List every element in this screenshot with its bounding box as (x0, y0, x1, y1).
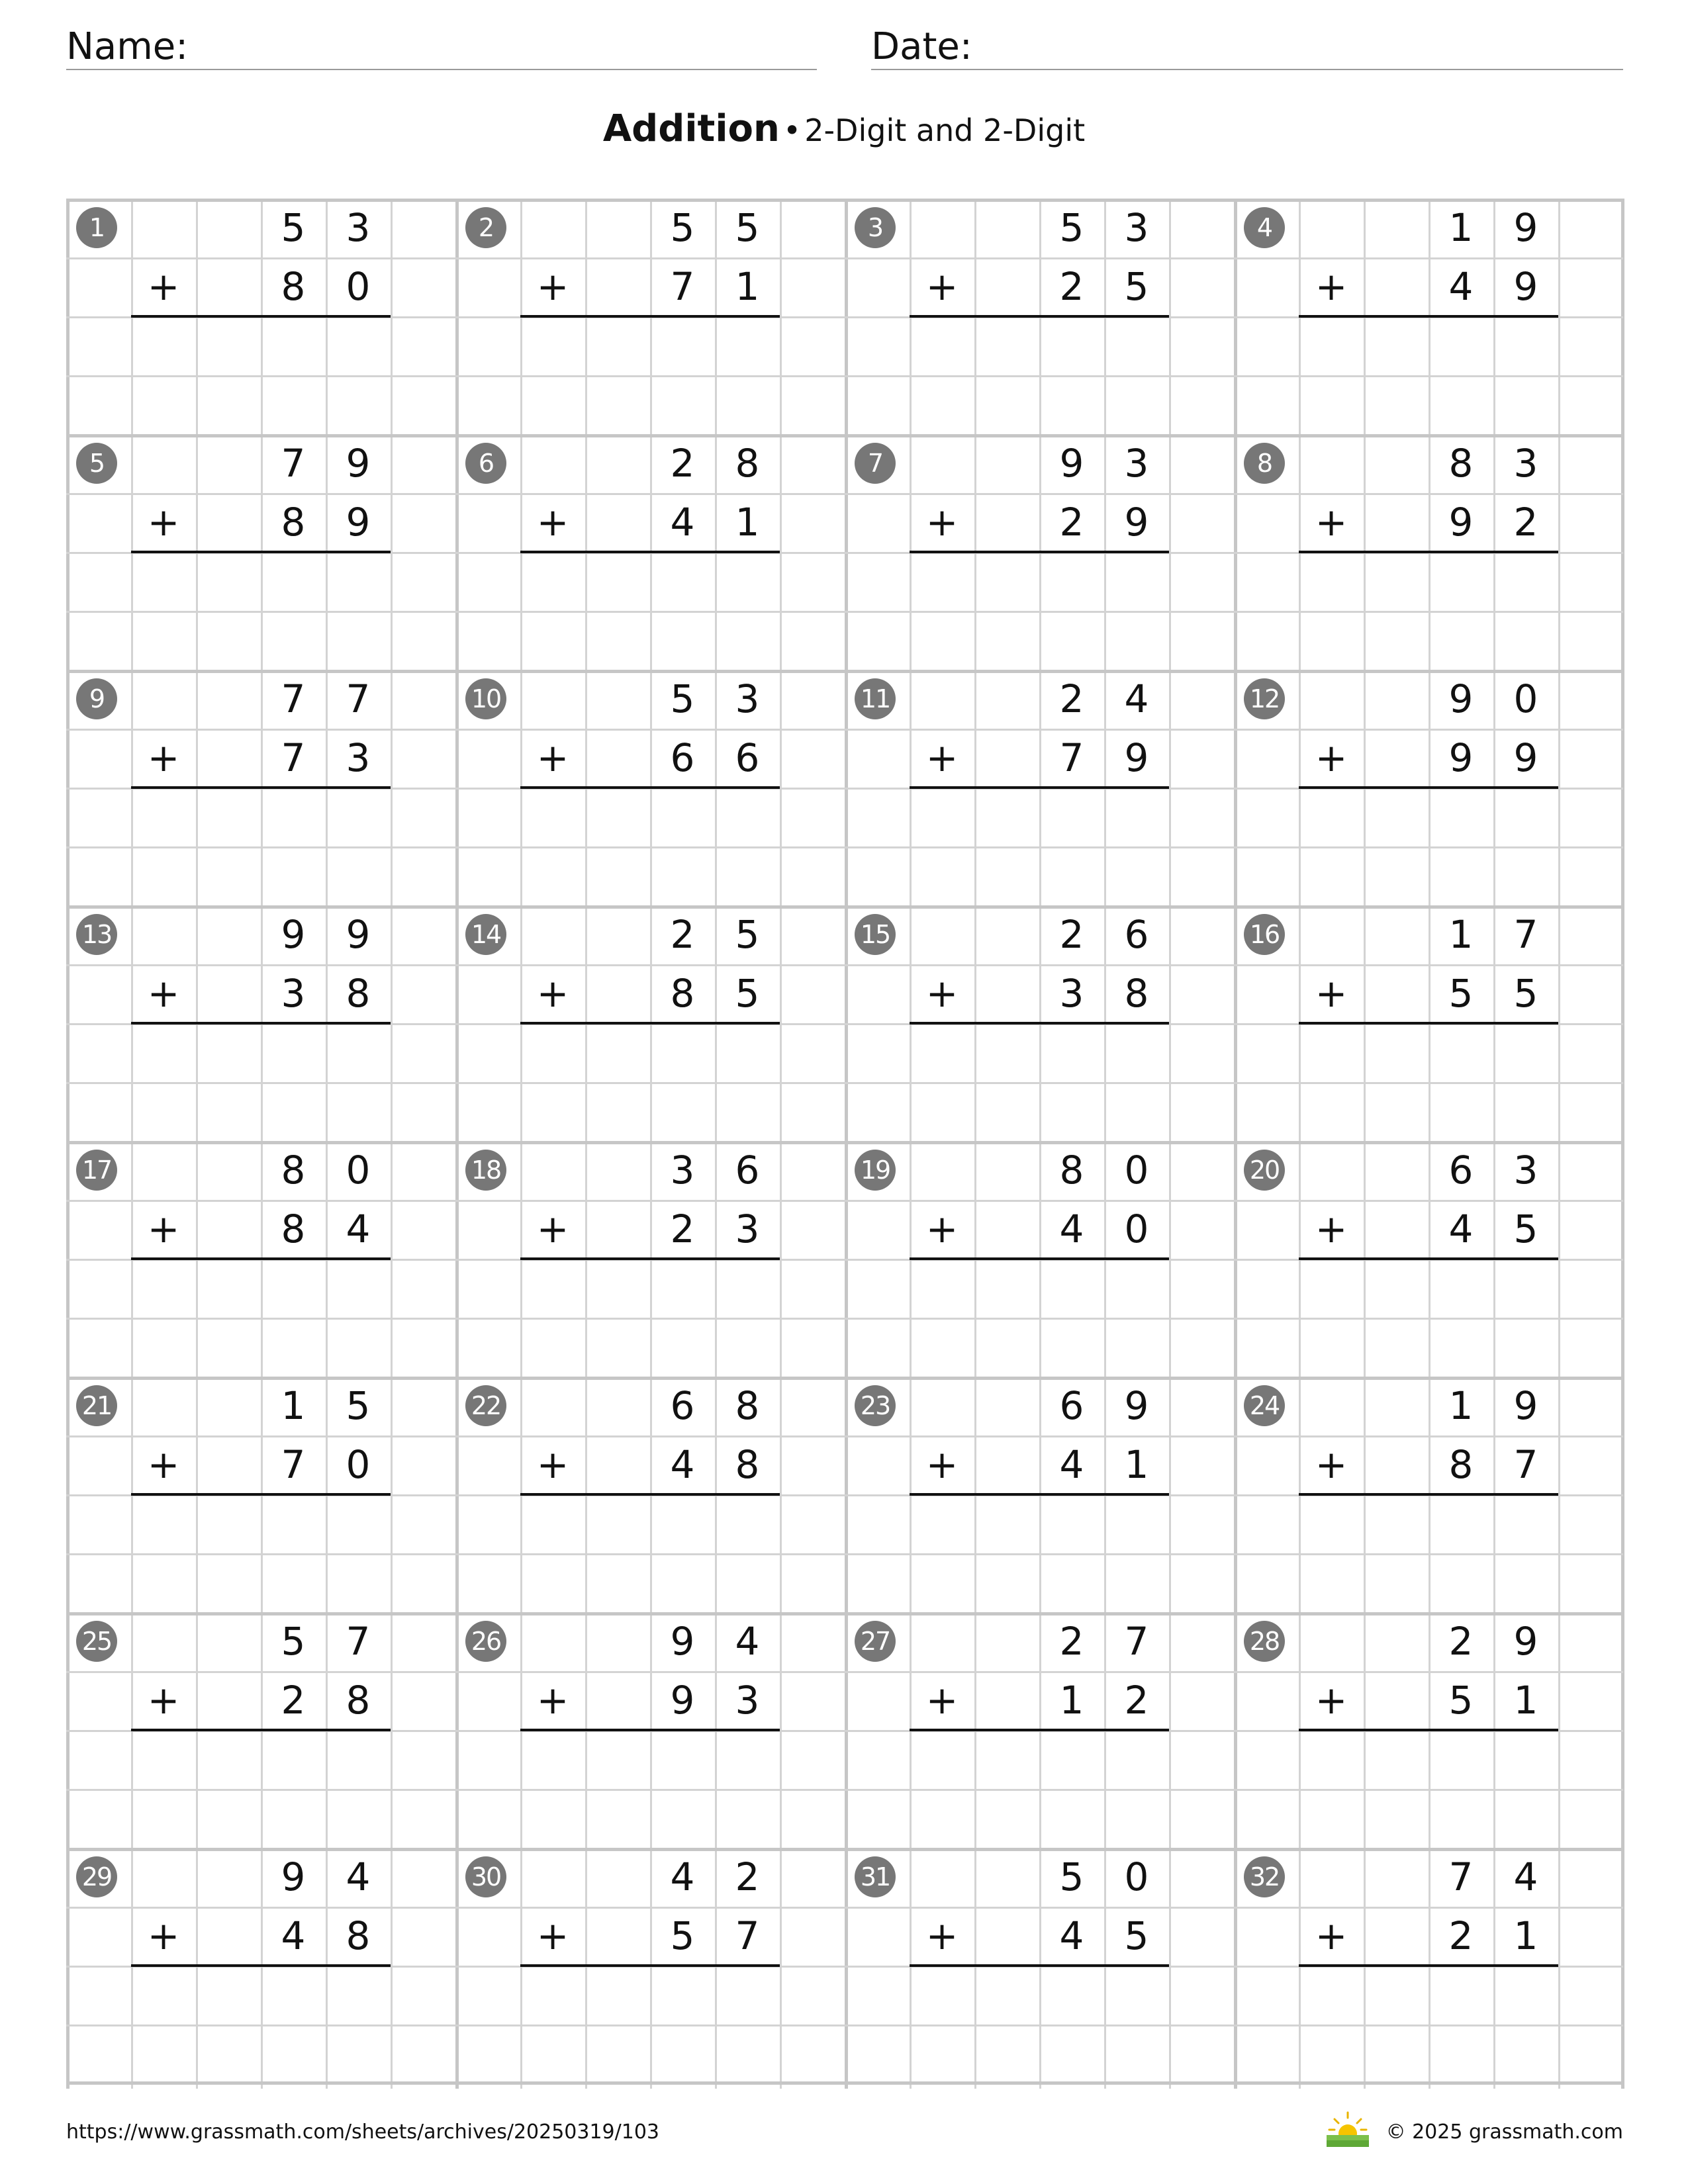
bottom-addend-ones-digit: 0 (346, 264, 371, 309)
answer-area[interactable] (910, 1026, 1169, 1138)
bottom-addend-tens-digit: 4 (1059, 1206, 1084, 1251)
top-addend-tens-digit: 6 (1059, 1383, 1084, 1428)
sum-line (131, 1022, 391, 1024)
sum-line (910, 1493, 1169, 1496)
bottom-addend-tens-digit: 8 (281, 1206, 306, 1251)
sum-line (1299, 315, 1558, 318)
top-addend-ones-digit: 8 (735, 1383, 760, 1428)
name-field[interactable] (66, 25, 817, 70)
problem-number-badge: 18 (465, 1150, 506, 1191)
bottom-addend-ones-digit: 5 (1513, 1206, 1538, 1251)
top-addend-ones-digit: 7 (346, 1619, 371, 1664)
top-addend-ones-digit: 2 (735, 1854, 760, 1899)
sum-line (910, 551, 1169, 553)
date-label: Date: (871, 25, 972, 68)
top-addend-ones-digit: 0 (1513, 676, 1538, 721)
sum-line (910, 1257, 1169, 1260)
top-addend-tens-digit: 6 (670, 1383, 695, 1428)
plus-sign: + (536, 971, 569, 1016)
sum-line (131, 1257, 391, 1260)
answer-area[interactable] (910, 1261, 1169, 1374)
top-addend-ones-digit: 0 (1124, 1148, 1149, 1193)
problem-number-badge: 11 (855, 678, 896, 719)
bottom-addend-tens-digit: 9 (1448, 500, 1474, 545)
title-subtitle: 2-Digit and 2-Digit (804, 113, 1086, 148)
answer-area[interactable] (910, 555, 1169, 667)
problem-number-badge: 30 (465, 1856, 506, 1897)
plus-sign: + (1315, 1913, 1348, 1958)
sum-line (910, 1729, 1169, 1731)
sum-line (1299, 1964, 1558, 1967)
plus-sign: + (925, 735, 959, 780)
plus-sign: + (1315, 1206, 1348, 1251)
bottom-addend-ones-digit: 1 (735, 264, 760, 309)
top-addend-tens-digit: 6 (1448, 1148, 1474, 1193)
answer-area[interactable] (910, 1497, 1169, 1610)
bottom-addend-tens-digit: 4 (1448, 264, 1474, 309)
bottom-addend-tens-digit: 9 (1448, 735, 1474, 780)
problem-number-badge: 23 (855, 1385, 896, 1426)
top-addend-tens-digit: 9 (1059, 441, 1084, 486)
bottom-addend-tens-digit: 2 (1059, 264, 1084, 309)
name-label: Name: (66, 25, 189, 68)
problem-number-badge: 8 (1244, 443, 1285, 484)
top-addend-tens-digit: 1 (1448, 1383, 1474, 1428)
answer-area[interactable] (1299, 1733, 1558, 1845)
problem-number-badge: 9 (76, 678, 117, 719)
answer-area[interactable] (910, 1733, 1169, 1845)
top-addend-tens-digit: 1 (1448, 205, 1474, 250)
answer-area[interactable] (131, 1261, 391, 1374)
top-addend-ones-digit: 3 (1124, 205, 1149, 250)
top-addend-tens-digit: 8 (1059, 1148, 1084, 1193)
bottom-addend-tens-digit: 5 (1448, 1678, 1474, 1723)
top-addend-tens-digit: 3 (670, 1148, 695, 1193)
plus-sign: + (147, 264, 180, 309)
problem-number-badge: 6 (465, 443, 506, 484)
top-addend-tens-digit: 4 (670, 1854, 695, 1899)
answer-area[interactable] (520, 555, 780, 667)
answer-area[interactable] (520, 1733, 780, 1845)
answer-area[interactable] (520, 1261, 780, 1374)
top-addend-tens-digit: 5 (1059, 205, 1084, 250)
bottom-addend-ones-digit: 4 (346, 1206, 371, 1251)
bottom-addend-tens-digit: 2 (1448, 1913, 1474, 1958)
problem-number-badge: 10 (465, 678, 506, 719)
answer-area[interactable] (910, 1968, 1169, 2081)
top-addend-ones-digit: 0 (1124, 1854, 1149, 1899)
bottom-addend-tens-digit: 1 (1059, 1678, 1084, 1723)
plus-sign: + (147, 500, 180, 545)
problem-number-badge: 19 (855, 1150, 896, 1191)
sum-line (131, 1964, 391, 1967)
top-addend-ones-digit: 9 (1513, 1619, 1538, 1664)
top-addend-ones-digit: 3 (1513, 1148, 1538, 1193)
problem-number-badge: 12 (1244, 678, 1285, 719)
bottom-addend-tens-digit: 7 (281, 735, 306, 780)
top-addend-tens-digit: 9 (281, 1854, 306, 1899)
bottom-addend-tens-digit: 8 (1448, 1442, 1474, 1487)
problem-number-badge: 3 (855, 207, 896, 248)
plus-sign: + (925, 264, 959, 309)
sum-line (520, 1964, 780, 1967)
bottom-addend-tens-digit: 4 (670, 500, 695, 545)
plus-sign: + (147, 735, 180, 780)
sum-line (910, 315, 1169, 318)
top-addend-ones-digit: 5 (735, 205, 760, 250)
top-addend-tens-digit: 5 (670, 676, 695, 721)
bottom-addend-ones-digit: 0 (346, 1442, 371, 1487)
bottom-addend-ones-digit: 1 (1124, 1442, 1149, 1487)
top-addend-tens-digit: 2 (1448, 1619, 1474, 1664)
bottom-addend-ones-digit: 3 (735, 1206, 760, 1251)
problem-number-badge: 21 (76, 1385, 117, 1426)
top-addend-tens-digit: 7 (1448, 1854, 1474, 1899)
bottom-addend-ones-digit: 3 (735, 1678, 760, 1723)
answer-area[interactable] (520, 319, 780, 432)
sum-line (520, 786, 780, 789)
title-separator: • (782, 113, 802, 148)
top-addend-ones-digit: 4 (735, 1619, 760, 1664)
bottom-addend-tens-digit: 2 (670, 1206, 695, 1251)
problem-number-badge: 31 (855, 1856, 896, 1897)
answer-area[interactable] (520, 1497, 780, 1610)
top-addend-tens-digit: 5 (1059, 1854, 1084, 1899)
top-addend-ones-digit: 5 (346, 1383, 371, 1428)
answer-area[interactable] (131, 555, 391, 667)
answer-area[interactable] (1299, 1261, 1558, 1374)
problem-number-badge: 17 (76, 1150, 117, 1191)
bottom-addend-tens-digit: 7 (670, 264, 695, 309)
bottom-addend-tens-digit: 4 (1448, 1206, 1474, 1251)
bottom-addend-ones-digit: 1 (735, 500, 760, 545)
plus-sign: + (536, 1442, 569, 1487)
bottom-addend-ones-digit: 2 (1124, 1678, 1149, 1723)
problem-number-badge: 29 (76, 1856, 117, 1897)
top-addend-ones-digit: 9 (346, 441, 371, 486)
answer-area[interactable] (910, 790, 1169, 903)
bottom-addend-tens-digit: 7 (1059, 735, 1084, 780)
top-addend-ones-digit: 9 (1513, 1383, 1538, 1428)
plus-sign: + (147, 1913, 180, 1958)
problem-number-badge: 5 (76, 443, 117, 484)
grass-sun-logo-icon (1324, 2111, 1372, 2148)
problem-number-badge: 2 (465, 207, 506, 248)
plus-sign: + (147, 971, 180, 1016)
problem-number-badge: 24 (1244, 1385, 1285, 1426)
footer-url: https://www.grassmath.com/sheets/archives/20250319/103 (66, 2120, 660, 2144)
top-addend-ones-digit: 7 (1124, 1619, 1149, 1664)
top-addend-ones-digit: 7 (1513, 912, 1538, 957)
bottom-addend-tens-digit: 4 (1059, 1913, 1084, 1958)
bottom-addend-tens-digit: 2 (281, 1678, 306, 1723)
top-addend-ones-digit: 6 (1124, 912, 1149, 957)
answer-area[interactable] (1299, 555, 1558, 667)
sum-line (520, 1729, 780, 1731)
answer-area[interactable] (1299, 319, 1558, 432)
answer-area[interactable] (1299, 790, 1558, 903)
problem-number-badge: 32 (1244, 1856, 1285, 1897)
bottom-addend-tens-digit: 5 (670, 1913, 695, 1958)
title-main: Addition (602, 107, 780, 150)
bottom-addend-tens-digit: 8 (281, 500, 306, 545)
bottom-addend-tens-digit: 3 (1059, 971, 1084, 1016)
top-addend-tens-digit: 8 (1448, 441, 1474, 486)
sum-line (910, 1022, 1169, 1024)
top-addend-tens-digit: 2 (670, 912, 695, 957)
top-addend-ones-digit: 3 (735, 676, 760, 721)
bottom-addend-tens-digit: 8 (670, 971, 695, 1016)
problem-number-badge: 16 (1244, 914, 1285, 955)
answer-area[interactable] (131, 319, 391, 432)
plus-sign: + (1315, 1442, 1348, 1487)
answer-area[interactable] (910, 319, 1169, 432)
bottom-addend-tens-digit: 3 (281, 971, 306, 1016)
bottom-addend-ones-digit: 8 (346, 971, 371, 1016)
answer-area[interactable] (1299, 1968, 1558, 2081)
top-addend-ones-digit: 5 (735, 912, 760, 957)
bottom-addend-ones-digit: 1 (1513, 1678, 1538, 1723)
sum-line (520, 1257, 780, 1260)
plus-sign: + (925, 1913, 959, 1958)
plus-sign: + (147, 1678, 180, 1723)
top-addend-ones-digit: 4 (1124, 676, 1149, 721)
answer-area[interactable] (131, 1733, 391, 1845)
plus-sign: + (1315, 971, 1348, 1016)
plus-sign: + (147, 1442, 180, 1487)
bottom-addend-ones-digit: 0 (1124, 1206, 1149, 1251)
sum-line (910, 1964, 1169, 1967)
answer-area[interactable] (520, 790, 780, 903)
top-addend-tens-digit: 1 (1448, 912, 1474, 957)
bottom-addend-tens-digit: 6 (670, 735, 695, 780)
top-addend-ones-digit: 8 (735, 441, 760, 486)
bottom-addend-tens-digit: 5 (1448, 971, 1474, 1016)
answer-area[interactable] (131, 790, 391, 903)
plus-sign: + (536, 1206, 569, 1251)
date-field[interactable] (871, 25, 1623, 70)
sum-line (1299, 786, 1558, 789)
top-addend-ones-digit: 0 (346, 1148, 371, 1193)
answer-area[interactable] (131, 1968, 391, 2081)
plus-sign: + (1315, 500, 1348, 545)
worksheet-title (0, 107, 1688, 150)
sum-line (131, 786, 391, 789)
plus-sign: + (536, 500, 569, 545)
sum-line (1299, 1493, 1558, 1496)
bottom-addend-ones-digit: 8 (1124, 971, 1149, 1016)
problem-number-badge: 1 (76, 207, 117, 248)
bottom-addend-tens-digit: 4 (670, 1442, 695, 1487)
sum-line (1299, 1729, 1558, 1731)
answer-area[interactable] (520, 1968, 780, 2081)
top-addend-ones-digit: 3 (1513, 441, 1538, 486)
top-addend-tens-digit: 2 (1059, 1619, 1084, 1664)
top-addend-ones-digit: 7 (346, 676, 371, 721)
plus-sign: + (925, 971, 959, 1016)
top-addend-tens-digit: 5 (670, 205, 695, 250)
grid-line-horizontal (66, 2081, 1623, 2085)
bottom-addend-tens-digit: 4 (281, 1913, 306, 1958)
top-addend-ones-digit: 3 (346, 205, 371, 250)
plus-sign: + (925, 1678, 959, 1723)
bottom-addend-ones-digit: 6 (735, 735, 760, 780)
bottom-addend-tens-digit: 9 (670, 1678, 695, 1723)
plus-sign: + (147, 1206, 180, 1251)
problem-number-badge: 22 (465, 1385, 506, 1426)
top-addend-tens-digit: 9 (670, 1619, 695, 1664)
top-addend-ones-digit: 4 (346, 1854, 371, 1899)
top-addend-tens-digit: 1 (281, 1383, 306, 1428)
bottom-addend-ones-digit: 7 (1513, 1442, 1538, 1487)
sum-line (520, 551, 780, 553)
plus-sign: + (1315, 1678, 1348, 1723)
plus-sign: + (925, 500, 959, 545)
sum-line (131, 1493, 391, 1496)
bottom-addend-ones-digit: 1 (1513, 1913, 1538, 1958)
bottom-addend-ones-digit: 3 (346, 735, 371, 780)
top-addend-tens-digit: 2 (670, 441, 695, 486)
top-addend-tens-digit: 5 (281, 205, 306, 250)
sum-line (131, 315, 391, 318)
sum-line (131, 1729, 391, 1731)
plus-sign: + (536, 1913, 569, 1958)
bottom-addend-ones-digit: 2 (1513, 500, 1538, 545)
top-addend-tens-digit: 8 (281, 1148, 306, 1193)
answer-area[interactable] (131, 1497, 391, 1610)
problem-grid (66, 199, 1623, 2089)
sum-line (1299, 551, 1558, 553)
problem-number-badge: 13 (76, 914, 117, 955)
bottom-addend-ones-digit: 5 (1513, 971, 1538, 1016)
problem-number-badge: 28 (1244, 1621, 1285, 1662)
sum-line (520, 315, 780, 318)
sum-line (910, 786, 1169, 789)
top-addend-tens-digit: 5 (281, 1619, 306, 1664)
bottom-addend-ones-digit: 7 (735, 1913, 760, 1958)
sum-line (1299, 1022, 1558, 1024)
answer-area[interactable] (131, 1026, 391, 1138)
plus-sign: + (1315, 735, 1348, 780)
top-addend-tens-digit: 9 (1448, 676, 1474, 721)
problem-number-badge: 4 (1244, 207, 1285, 248)
top-addend-ones-digit: 4 (1513, 1854, 1538, 1899)
problem-number-badge: 25 (76, 1621, 117, 1662)
bottom-addend-ones-digit: 9 (1124, 500, 1149, 545)
answer-area[interactable] (520, 1026, 780, 1138)
bottom-addend-ones-digit: 5 (1124, 264, 1149, 309)
problem-number-badge: 26 (465, 1621, 506, 1662)
top-addend-tens-digit: 7 (281, 441, 306, 486)
plus-sign: + (1315, 264, 1348, 309)
bottom-addend-tens-digit: 4 (1059, 1442, 1084, 1487)
bottom-addend-tens-digit: 2 (1059, 500, 1084, 545)
top-addend-ones-digit: 6 (735, 1148, 760, 1193)
sum-line (1299, 1257, 1558, 1260)
sum-line (520, 1493, 780, 1496)
bottom-addend-tens-digit: 8 (281, 264, 306, 309)
plus-sign: + (925, 1442, 959, 1487)
plus-sign: + (925, 1206, 959, 1251)
bottom-addend-ones-digit: 5 (735, 971, 760, 1016)
problem-number-badge: 14 (465, 914, 506, 955)
top-addend-ones-digit: 3 (1124, 441, 1149, 486)
top-addend-ones-digit: 9 (1513, 205, 1538, 250)
plus-sign: + (536, 264, 569, 309)
plus-sign: + (536, 1678, 569, 1723)
top-addend-ones-digit: 9 (1124, 1383, 1149, 1428)
bottom-addend-tens-digit: 7 (281, 1442, 306, 1487)
plus-sign: + (536, 735, 569, 780)
answer-area[interactable] (1299, 1497, 1558, 1610)
bottom-addend-ones-digit: 8 (346, 1678, 371, 1723)
top-addend-tens-digit: 9 (281, 912, 306, 957)
problem-number-badge: 15 (855, 914, 896, 955)
top-addend-tens-digit: 2 (1059, 676, 1084, 721)
problem-number-badge: 27 (855, 1621, 896, 1662)
top-addend-tens-digit: 2 (1059, 912, 1084, 957)
bottom-addend-ones-digit: 9 (346, 500, 371, 545)
sum-line (131, 551, 391, 553)
top-addend-tens-digit: 7 (281, 676, 306, 721)
answer-area[interactable] (1299, 1026, 1558, 1138)
bottom-addend-ones-digit: 8 (346, 1913, 371, 1958)
bottom-addend-ones-digit: 9 (1124, 735, 1149, 780)
bottom-addend-ones-digit: 5 (1124, 1913, 1149, 1958)
footer-copyright: © 2025 grassmath.com (1385, 2120, 1623, 2144)
problem-number-badge: 20 (1244, 1150, 1285, 1191)
bottom-addend-ones-digit: 8 (735, 1442, 760, 1487)
problem-number-badge: 7 (855, 443, 896, 484)
bottom-addend-ones-digit: 9 (1513, 735, 1538, 780)
bottom-addend-ones-digit: 9 (1513, 264, 1538, 309)
top-addend-ones-digit: 9 (346, 912, 371, 957)
sum-line (520, 1022, 780, 1024)
